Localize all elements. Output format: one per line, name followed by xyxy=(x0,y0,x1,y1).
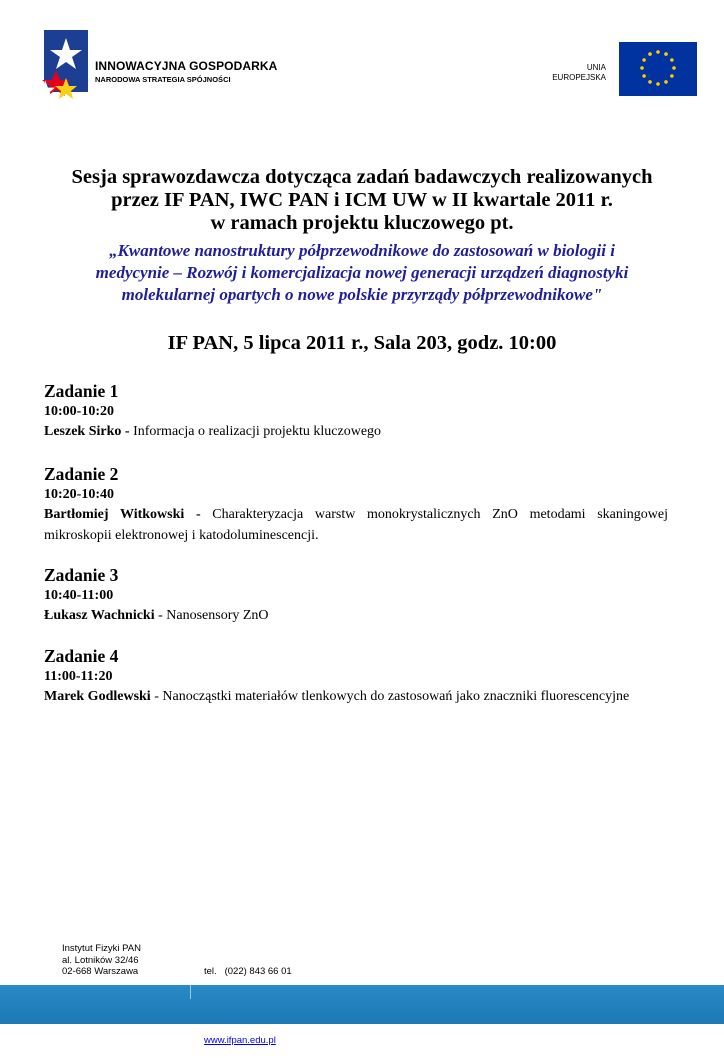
task-time: 11:00-11:20 xyxy=(44,669,113,684)
agenda-item-4 xyxy=(44,646,668,707)
project-title-line-3: molekularnej opartych o nowe polskie przyrządy półprzewodnikowe" xyxy=(121,285,603,304)
eu-label-line1: UNIA xyxy=(586,63,606,72)
footer-bar xyxy=(0,985,724,1024)
task-description xyxy=(44,686,668,707)
project-title-line-2: medycynie – Rozwój i komercjalizacja nowej generacji urządzeń diagnostyki xyxy=(95,263,629,282)
agenda-item-1 xyxy=(44,381,668,442)
eu-flag-icon xyxy=(619,42,697,96)
eu-label-line2: EUROPEJSKA xyxy=(552,73,606,82)
task-time: 10:40-11:00 xyxy=(44,588,114,603)
task-heading: Zadanie 2 xyxy=(44,464,119,484)
talk-topic: Charakteryzacja warstw monokrystalicznych ZnO metodami skaningowej mikroskopii elektronowej i katodoluminescencji. xyxy=(44,507,669,543)
agenda-item-3 xyxy=(44,565,668,626)
document-title xyxy=(30,166,694,235)
footer-website-link[interactable]: www.ifpan.edu.pl xyxy=(204,1035,276,1046)
logo-subtitle: NARODOWA STRATEGIA SPÓJNOŚCI xyxy=(95,75,231,84)
task-description xyxy=(44,605,668,626)
project-title-line-1: „Kwantowe nanostruktury półprzewodnikowe do zastosowań w biologii i xyxy=(109,241,615,260)
footer-address-line: Instytut Fizyki PAN xyxy=(62,943,142,954)
footer-address-line: 02-668 Warszawa xyxy=(62,966,139,977)
task-heading: Zadanie 4 xyxy=(44,646,119,666)
speaker-name: Łukasz Wachnicki xyxy=(44,608,155,623)
title-line-2: przez IF PAN, IWC PAN i ICM UW w II kwartale 2011 r. xyxy=(111,189,613,211)
logo-title: INNOWACYJNA GOSPODARKA xyxy=(95,59,278,73)
talk-topic: - Nanocząstki materiałów tlenkowych do zastosowań jako znaczniki fluorescencyjne xyxy=(150,689,630,704)
logo-mark-icon xyxy=(40,30,92,108)
speaker-name: Leszek Sirko - xyxy=(44,424,130,439)
title-line-1: Sesja sprawozdawcza dotycząca zadań badawczych realizowanych xyxy=(71,166,653,188)
innowacyjna-gospodarka-logo xyxy=(40,30,310,110)
speaker-name: Marek Godlewski xyxy=(44,689,151,704)
project-title xyxy=(30,240,694,306)
title-line-3: w ramach projektu kluczowego pt. xyxy=(210,212,514,234)
task-description xyxy=(44,504,668,546)
footer-phone: tel. (022) 843 66 01 xyxy=(204,966,292,977)
footer-address xyxy=(62,943,141,978)
talk-topic: Informacja o realizacji projektu kluczowego xyxy=(129,424,382,439)
footer-divider xyxy=(190,985,191,999)
task-time: 10:20-10:40 xyxy=(44,487,114,502)
agenda-item-2 xyxy=(44,464,668,546)
task-heading: Zadanie 3 xyxy=(44,565,119,585)
task-time: 10:00-10:20 xyxy=(44,404,114,419)
speaker-name: Bartłomiej Witkowski - xyxy=(44,507,201,522)
talk-topic: - Nanosensory ZnO xyxy=(154,608,269,623)
eu-label xyxy=(552,63,606,83)
meeting-info: IF PAN, 5 lipca 2011 r., Sala 203, godz. 10:00 xyxy=(167,332,557,354)
task-description xyxy=(44,421,668,442)
task-heading: Zadanie 1 xyxy=(44,381,119,401)
footer-address-line: al. Lotników 32/46 xyxy=(62,954,139,966)
